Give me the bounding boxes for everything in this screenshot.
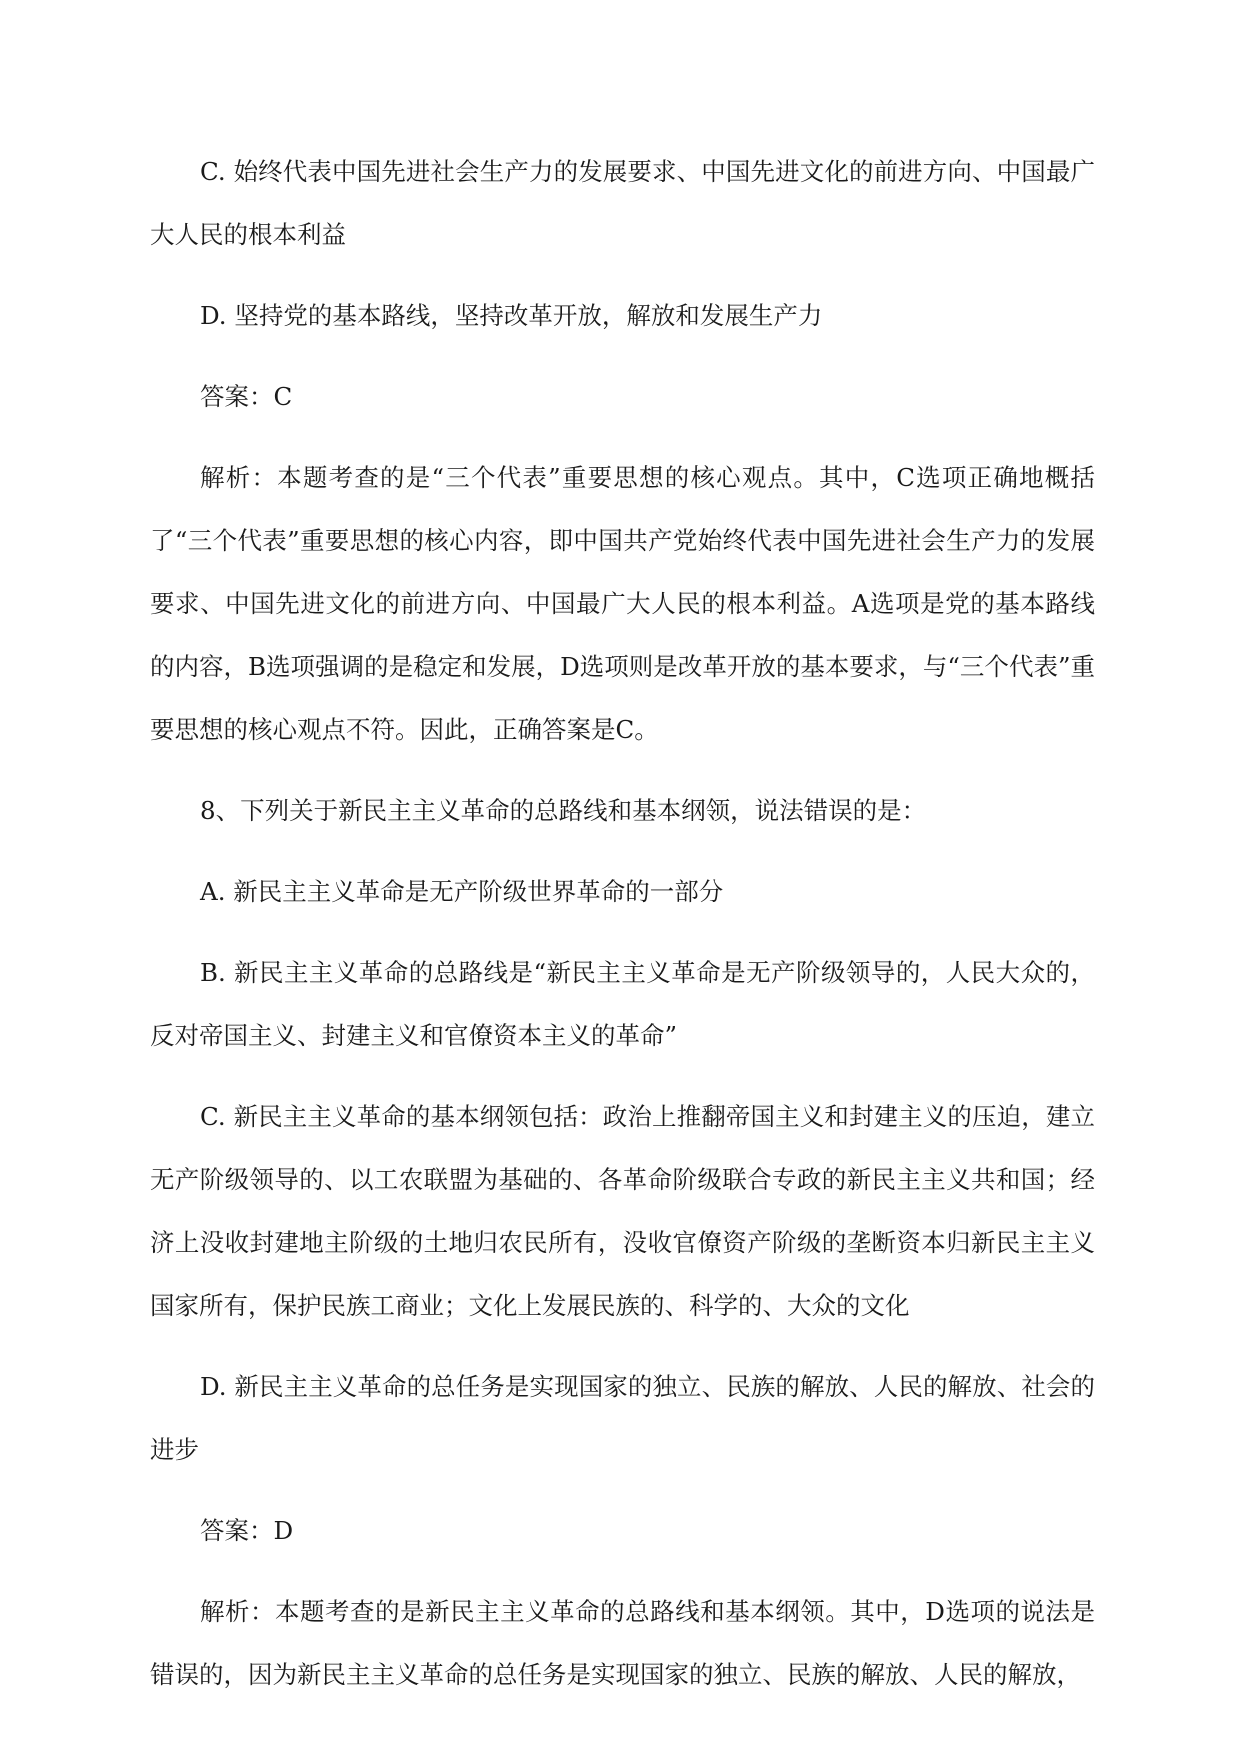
q7-option-d: D. 坚持党的基本路线，坚持改革开放，解放和发展生产力 [200,301,823,330]
q8-option-c: C. 新民主主义革命的基本纲领包括：政治上推翻帝国主义和封建主义的压迫，建立无产阶级领导的、以工农联盟为基础的、各革命阶级联合专政的新民主主义共和国；经济上没收封建地主阶级的土地归农民所有，没收官僚资产阶级的垄断资本归新民主主义国家所有，保护民族工商业；文化上发展民族的、科学的、大众的文化 [150,1102,1095,1320]
q7-option-c: C. 始终代表中国先进社会生产力的发展要求、中国先进文化的前进方向、中国最广大人民的根本利益 [150,157,1095,249]
q8-explanation: 解析：本题考查的是新民主主义革命的总路线和基本纲领。其中，D选项的说法是错误的，因为新民主主义革命的总任务是实现国家的独立、民族的解放、人民的解放， [150,1597,1095,1689]
q8-option-a: A. 新民主主义革命是无产阶级世界革命的一部分 [200,877,724,906]
document-page [150,140,1095,1706]
q8-option-d: D. 新民主主义革命的总任务是实现国家的独立、民族的解放、人民的解放、社会的进步 [150,1372,1095,1464]
q7-explanation: 解析：本题考查的是“三个代表”重要思想的核心观点。其中，C选项正确地概括了“三个代表”重要思想的核心内容，即中国共产党始终代表中国先进社会生产力的发展要求、中国先进文化的前进方向、中国最广大人民的根本利益。A选项是党的基本路线的内容，B选项强调的是稳定和发展，D选项则是改革开放的基本要求，与“三个代表”重要思想的核心观点不符。因此，正确答案是C。 [150,463,1095,744]
q8-option-b: B. 新民主主义革命的总路线是“新民主主义革命是无产阶级领导的，人民大众的，反对帝国主义、封建主义和官僚资本主义的革命” [150,958,1095,1050]
q8-answer: 答案：D [200,1516,294,1545]
q7-answer: 答案：C [200,382,293,411]
q8-question: 8、下列关于新民主主义革命的总路线和基本纲领，说法错误的是： [200,796,927,825]
